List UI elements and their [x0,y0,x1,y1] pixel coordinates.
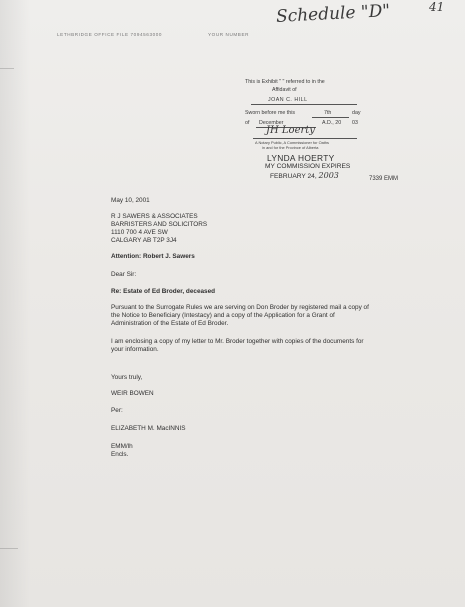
commissioner-title: A Notary Public, A Commissioner for Oaths [255,140,329,145]
initials: EMM/lh [111,443,133,450]
page-number-annotation: 41 [429,0,445,14]
commissioner-signature: JH Loerty [266,125,315,136]
firm-name: WEIR BOWEN [111,390,154,397]
paragraph-2-line: I am enclosing a copy of my letter to Mr. Broder together with copies of the documents for [111,338,364,345]
stamp-expires: MY COMMISSION EXPIRES [265,163,351,170]
paragraph-1-line: the Notice to Beneficiary (Intestacy) and a copy of the Application for a Grant of [111,312,335,319]
commissioner-province: in and for the Province of Alberta [262,145,319,150]
enclosures: Encls. [111,451,129,458]
day-value: 7th [324,110,332,116]
letterhead-faint-left: LETHBRIDGE OFFICE FILE 7094563000 [57,32,163,37]
stamp-name: LYNDA HOERTY [267,153,335,163]
paper-crease [0,548,18,549]
paragraph-2-line: your information. [111,346,159,353]
signature-underline [253,138,357,139]
year-value: 03 [352,120,358,126]
signer-name: ELIZABETH M. MacINNIS [111,425,186,432]
re-line: Re: Estate of Ed Broder, deceased [111,288,216,295]
file-reference: 7339 EMM [369,176,399,182]
schedule-annotation: Schedule "D" [275,1,391,27]
stamp-year-handwritten: 2003 [318,171,339,180]
month-value: December [259,120,284,126]
paragraph-1-line: Administration of the Estate of Ed Broder. [111,320,229,327]
paragraph-1-line: Pursuant to the Surrogate Rules we are serving on Don Broder by registered mail a copy of [111,304,369,311]
salutation: Dear Sir: [111,271,137,278]
paper-crease [0,68,14,69]
day-label: day [352,110,361,116]
exhibit-line-2: Affidavit of [272,87,297,93]
sworn-label: Sworn before me this [245,110,296,116]
recipient-address-2: CALGARY AB T2P 3J4 [111,237,177,244]
page-shadow [0,0,30,607]
letterhead-faint-right: YOUR NUMBER [208,32,250,37]
recipient-firm: R J SAWERS & ASSOCIATES [111,213,198,220]
exhibit-line-1: This is Exhibit " " referred to in the [245,79,325,85]
per-label: Per: [111,407,123,414]
day-underline [312,117,349,118]
name-underline [251,104,357,105]
letter-date: May 10, 2001 [111,197,150,204]
deponent-name: JOAN C. HILL [268,97,308,103]
recipient-address-1: 1110 700 4 AVE SW [111,229,168,236]
of-label: of [245,120,250,126]
closing: Yours truly, [111,374,143,381]
attention-line: Attention: Robert J. Sawers [111,253,195,260]
stamp-date [270,171,339,180]
recipient-title: BARRISTERS AND SOLICITORS [111,221,208,228]
year-label: A.D., 20 [322,120,342,126]
stamp-date-prefix: FEBRUARY 24, [270,173,317,180]
